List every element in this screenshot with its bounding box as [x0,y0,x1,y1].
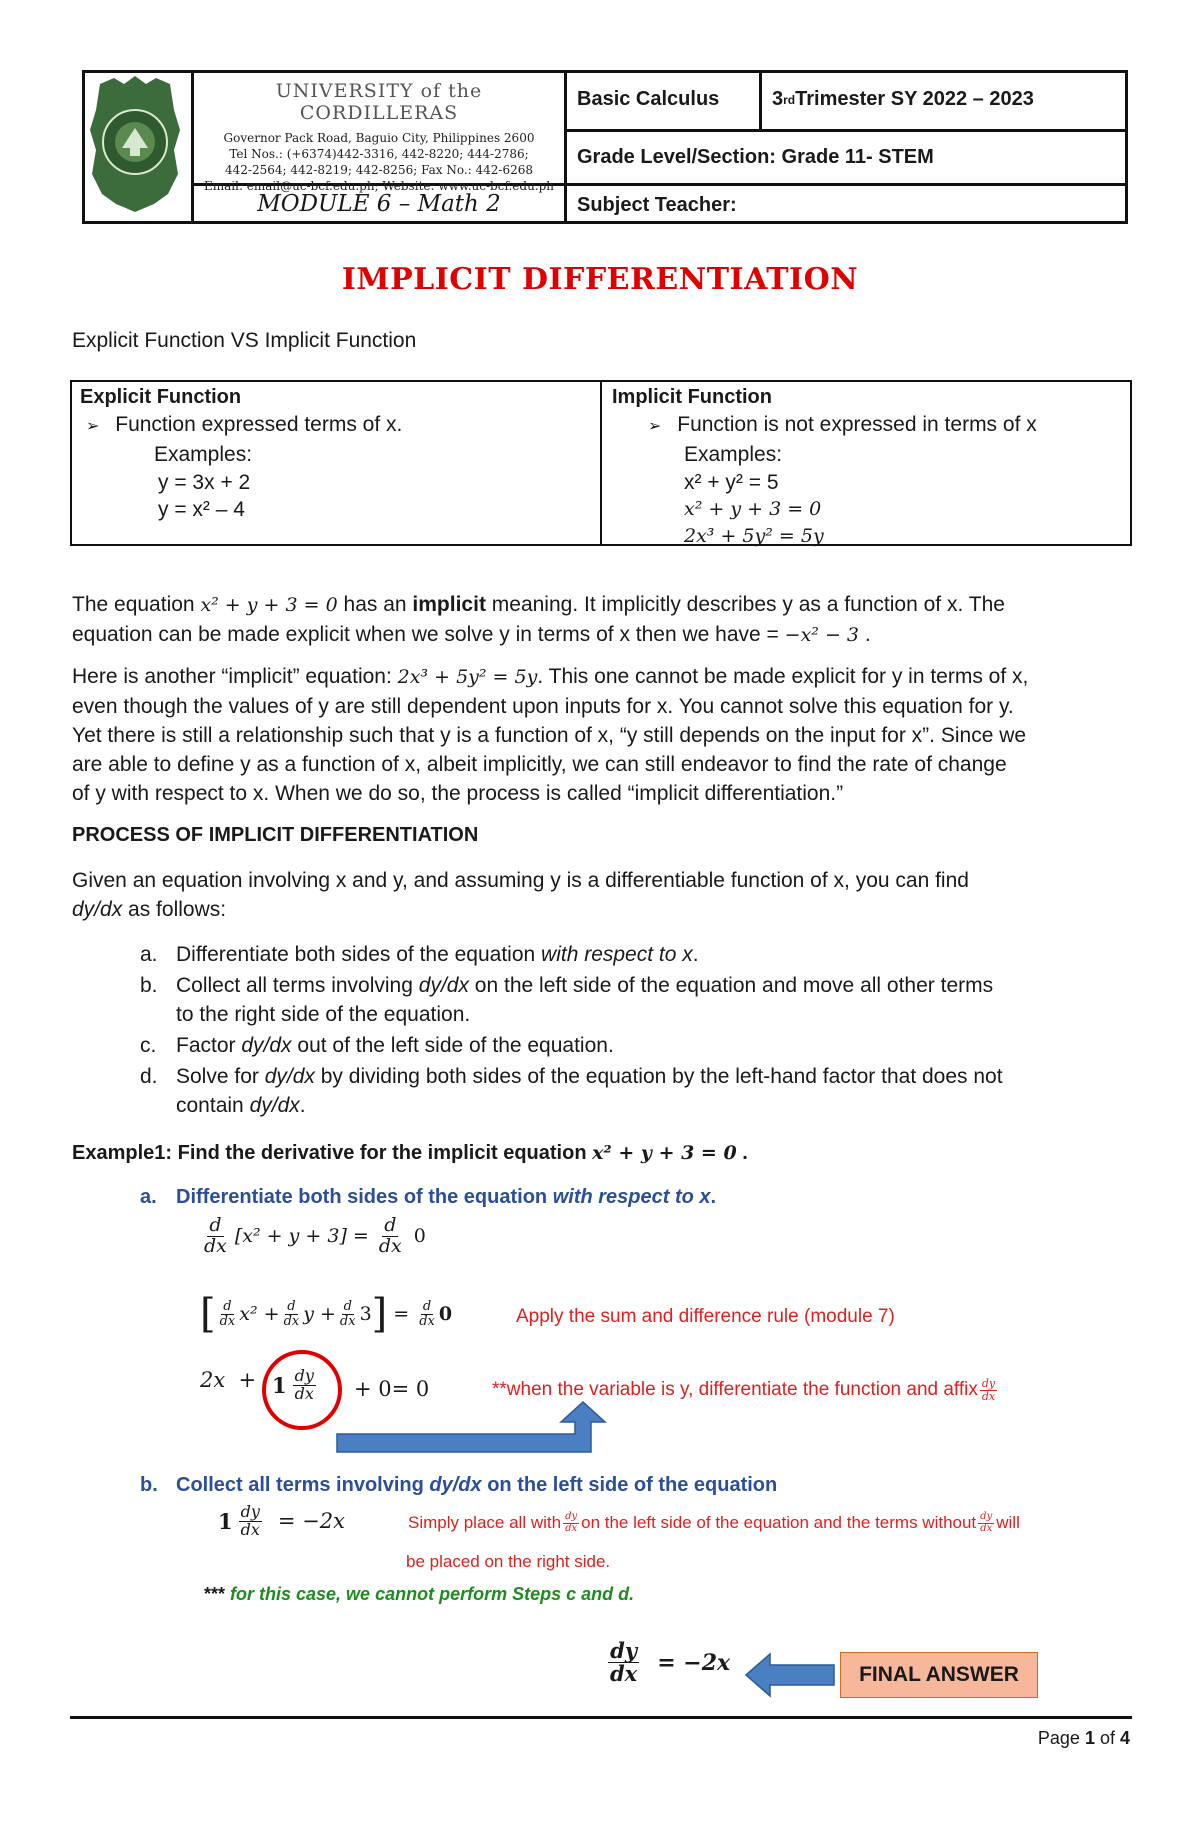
annotation-collect: Simply place all with $\frac{dy}{dx}$ on the left side of the equation and the terms without $\frac{dy}{dx}$ will [408,1511,1020,1534]
email-line: Email: email@uc-bcf.edu.ph; Website: www.uc-bcf.edu.ph [203,179,555,193]
explicit-example: y = x² – 4 [158,498,245,521]
annotation-collect-cont: be placed on the right side. [406,1552,611,1571]
equation-line-3: 2x + [200,1368,257,1392]
example1-heading: Example1: Find the derivative for the implicit equation x² + y + 3 = 0 . [72,1142,748,1164]
final-equation: $\frac{dy}{dx}$ = −2x [610,1638,731,1687]
implicit-heading: Implicit Function [612,386,772,408]
paragraph-another-implicit: Here is another “implicit” equation: 2x³ + 5y² = 5y. This one cannot be made explicit for y in terms of x, even though the values of y are still dependent upon inputs for x. You cannot solve this equation for y. Yet there is still a relationship such that y is a function of x, “y still depends on the input for x”. Since we are able to define y as a function of x, albeit implicitly, we can still endeavor to find the rate of change of y with respect to x. When we do so, the process is called “implicit differentiation.” [72,665,1029,805]
explicit-examples-label: Examples: [154,443,253,466]
final-answer-badge: FINAL ANSWER [840,1652,1038,1698]
process-heading: PROCESS OF IMPLICIT DIFFERENTIATION [72,824,479,846]
list-item-continuation: to the right side of the equation. [176,1003,471,1026]
process-steps-list [140,940,1140,1120]
note-steps-c-d: *** for this case, we cannot perform Steps c and d. [204,1584,635,1604]
subject-name: Basic Calculus [577,88,720,110]
fax-line: 442-2564; 442-8219; 442-8256; Fax No.: 442-6268 [225,163,533,177]
module-title: MODULE 6 – Math 2 [257,191,501,217]
table-divider [600,380,602,546]
arrow-bullet-icon: ➢ [86,418,100,435]
fraction: $\frac{d}{dx}$ [378,1214,402,1257]
term-cell [762,70,1128,132]
term-label: 3 rd Trimester SY 2022 – 2023 [772,88,1034,110]
left-arrow-icon [744,1652,836,1698]
example1-step-b: b. Collect all terms involving dy/dx on the left side of the equation [140,1474,778,1496]
list-item: a. Differentiate both sides of the equation with respect to x. [140,943,699,966]
university-seal-icon [82,70,188,220]
arrow-bullet-icon: ➢ [648,418,662,435]
fraction: $\frac{d}{dx}$ [204,1214,227,1257]
page-number: Page 1 of 4 [1037,1728,1130,1748]
explicit-heading: Explicit Function [80,386,242,408]
equation-line-1: $\frac{d}{dx}$ [x² + y + 3] = $\frac{d}{dx}$ 0 [204,1214,426,1257]
circled-term: 1 $\frac{dy}{dx}$ [272,1366,314,1403]
footer-divider [70,1716,1132,1719]
address-line: Governor Pack Road, Baguio City, Philippines 2600 [223,131,535,145]
subject-teacher: Subject Teacher: [577,193,737,216]
list-item: c. Factor dy/dx out of the left side of the equation. [140,1034,614,1057]
section-subtitle: Explicit Function VS Implicit Function [72,329,417,352]
implicit-column [612,384,1122,550]
module-cell [194,186,567,224]
implicit-examples-label: Examples: [684,443,783,466]
teacher-cell [567,186,1128,224]
annotation-affix: **when the variable is y, differentiate the function and affix $\frac{dy}{dx}$ [492,1377,996,1403]
page-title: IMPLICIT DIFFERENTIATION [341,262,859,297]
list-item: b. Collect all terms involving dy/dx on the left side of the equation and move all other terms [140,974,994,997]
list-item: d. Solve for dy/dx by dividing both sides of the equation by the left-hand factor that does not [140,1065,1003,1088]
university-name: UNIVERSITY of the CORDILLERAS [275,80,483,124]
subject-cell [567,70,762,132]
equation-line-3-rest: + 0= 0 [354,1377,430,1401]
example1-step-a: a. Differentiate both sides of the equation with respect to x. [140,1186,717,1208]
university-info-cell [194,70,567,193]
university-seal-cell [82,70,194,224]
implicit-bullet: ➢ Function is not expressed in terms of x [648,413,1037,436]
grade-section: Grade Level/Section: Grade 11- STEM [577,146,934,168]
list-item-continuation: contain dy/dx. [176,1094,306,1117]
annotation-sum-rule: Apply the sum and difference rule (module 7) [516,1306,895,1327]
paragraph-implicit-meaning: The equation x² + y + 3 = 0 has an implicit meaning. It implicitly describes y as a function of x. The equation can be made explicit when we solve y in terms of x then we have = −x² − 3 . [72,593,1005,646]
explicit-column [80,384,590,523]
process-intro: Given an equation involving x and y, and assuming y is a differentiable function of x, you can find dy/dx as follows: [72,869,969,921]
phone-line: Tel Nos.: (+6374)442-3316, 442-8220; 444-2786; [229,147,529,161]
explicit-bullet: ➢ Function expressed terms of x. [86,413,403,436]
equation-line-2: [ $\frac{d}{dx}$ x² + $\frac{d}{dx}$ y + $\frac{d}{dx}$ 3 ] = $\frac{d}{dx}$ 0 [200,1291,453,1337]
grade-section-cell [567,132,1128,186]
implicit-example: x² + y² = 5 [684,471,779,494]
implicit-example: 2x³ + 5y² = 5y [684,525,824,547]
implicit-example: x² + y + 3 = 0 [684,498,822,520]
equation-step-b: 1 $\frac{dy}{dx}$ = −2x [218,1502,345,1539]
explicit-example: y = 3x + 2 [158,471,251,494]
bent-arrow-icon [335,1400,615,1460]
